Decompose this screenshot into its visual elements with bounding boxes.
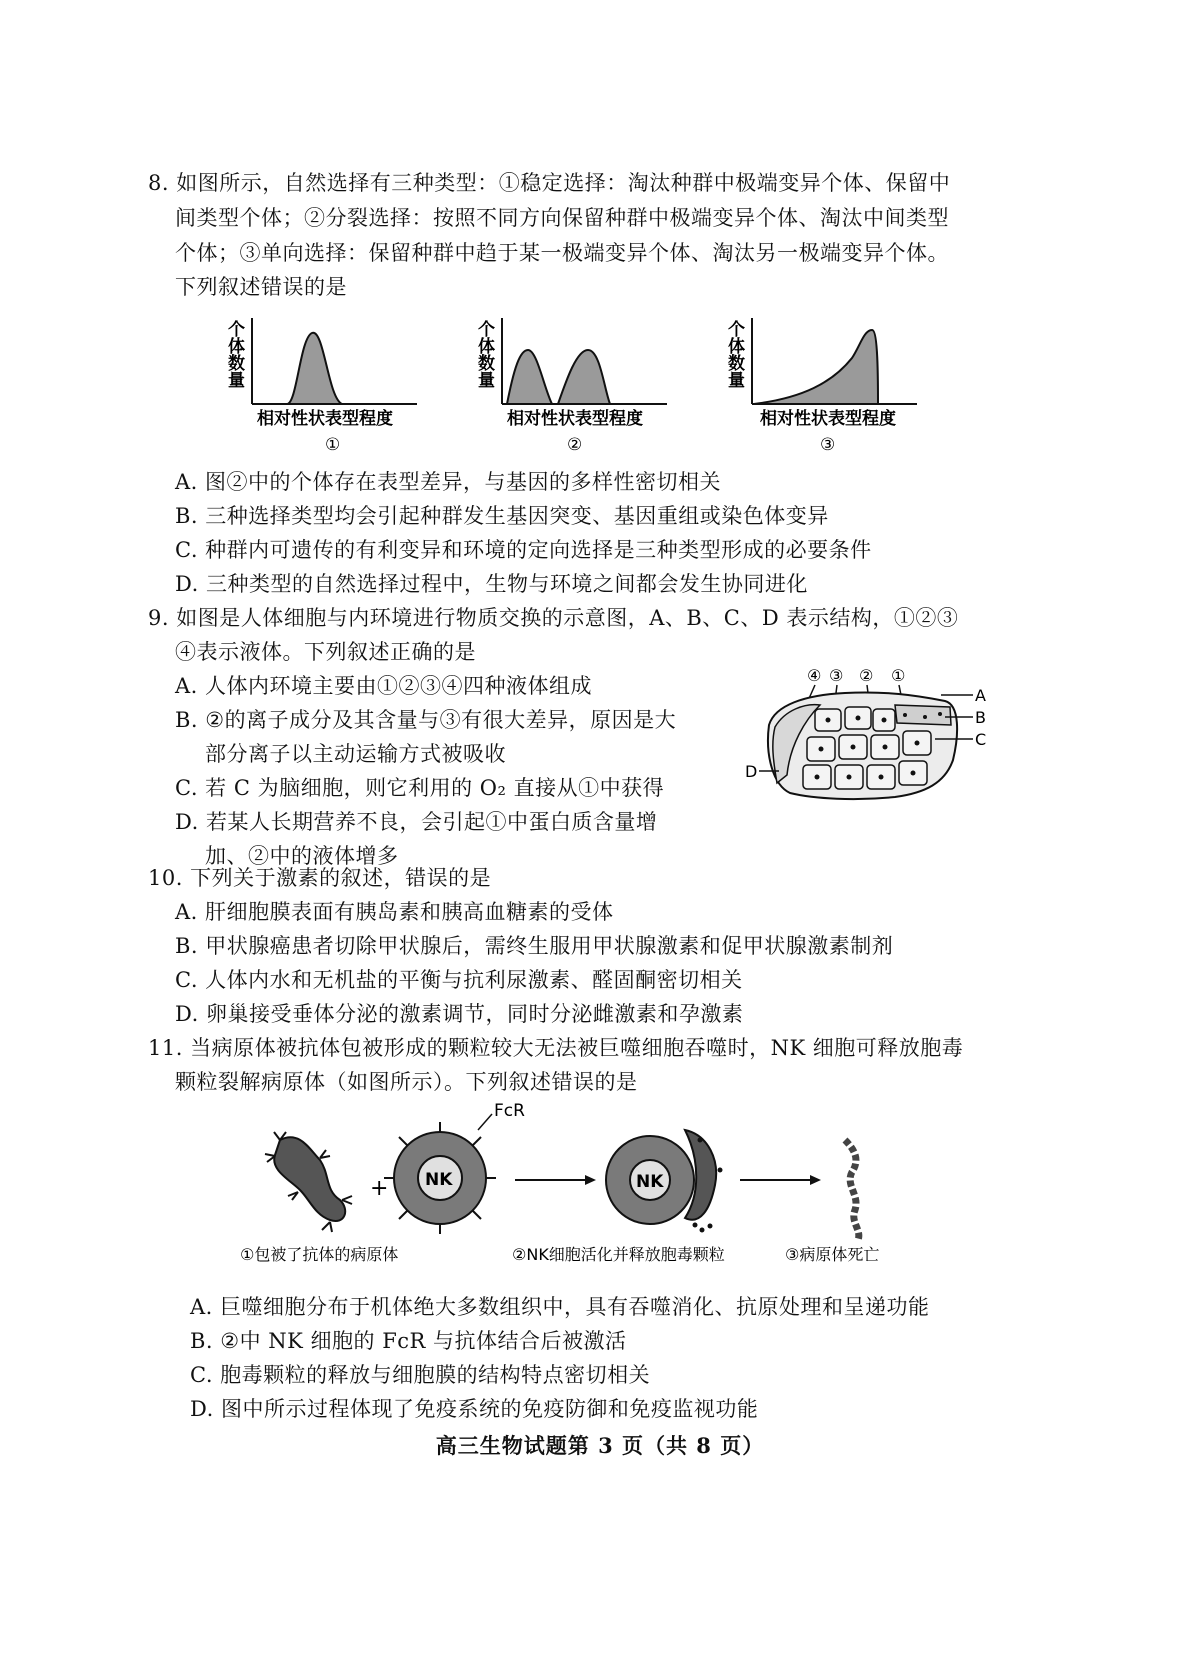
q11-caption-2: ②NK细胞活化并释放胞毒颗粒 xyxy=(512,1245,725,1264)
q8-chart-3-curve xyxy=(754,330,878,404)
q11-stem-line-2: 颗粒裂解病原体（如图所示）。下列叙述错误的是 xyxy=(175,1070,638,1094)
q8-chart-3-xlabel: 相对性状表型程度 xyxy=(760,409,896,429)
q9-option-b: B. ②的离子成分及其含量与③有很大差异，原因是大 xyxy=(175,708,677,732)
q11-plus: + xyxy=(370,1176,389,1201)
q9-label-D: D xyxy=(745,762,758,781)
q9-label-A: A xyxy=(975,686,986,705)
q10-option-c: C. 人体内水和无机盐的平衡与抗利尿激素、醛固酮密切相关 xyxy=(175,968,743,992)
q10-option-d: D. 卵巢接受垂体分泌的激素调节，同时分泌雌激素和孕激素 xyxy=(175,1002,744,1026)
q8-stem-line-1: 8. 如图所示，自然选择有三种类型：①稳定选择：淘汰种群中极端变异个体、保留中 xyxy=(148,171,951,195)
q10-option-b: B. 甲状腺癌患者切除甲状腺后，需终生服用甲状腺激素和促甲状腺激素制剂 xyxy=(175,934,894,958)
q8-chart-2-curve-left xyxy=(507,350,552,404)
q9-option-d: D. 若某人长期营养不良，会引起①中蛋白质含量增 xyxy=(175,810,658,834)
q8-chart-3-num: ③ xyxy=(820,435,836,455)
q11-option-b: B. ②中 NK 细胞的 FcR 与抗体结合后被激活 xyxy=(190,1329,627,1353)
q8-chart-1-ylabel: 个体数量 xyxy=(224,320,244,388)
q8-stem-line-3: 个体；③单向选择：保留种群中趋于某一极端变异个体、淘汰另一极端变异个体。 xyxy=(175,241,949,265)
q11-caption-3: ③病原体死亡 xyxy=(785,1245,880,1264)
q8-option-b: B. 三种选择类型均会引起种群发生基因突变、基因重组或染色体变异 xyxy=(175,504,829,528)
q8-chart-3-ylabel: 个体数量 xyxy=(724,320,744,388)
q9-label-C: C xyxy=(975,730,987,749)
q8-chart-2-curve-right xyxy=(558,350,610,404)
q11-option-c: C. 胞毒颗粒的释放与细胞膜的结构特点密切相关 xyxy=(190,1363,651,1387)
q8-option-c: C. 种群内可遗传的有利变异和环境的定向选择是三种类型形成的必要条件 xyxy=(175,538,872,562)
q11-dead-pathogen xyxy=(845,1140,859,1240)
q8-option-d: D. 三种类型的自然选择过程中，生物与环境之间都会发生协同进化 xyxy=(175,572,808,596)
q11-caption-1: ①包被了抗体的病原体 xyxy=(240,1245,399,1264)
q9-label-4: ④ xyxy=(807,666,822,685)
q11-nk-label: NK xyxy=(425,1170,453,1190)
q9-option-d-cont: 加、②中的液体增多 xyxy=(205,844,399,868)
q9-label-3: ③ xyxy=(829,666,844,685)
q8-chart-2-ylabel: 个体数量 xyxy=(474,320,494,388)
page-footer: 高三生物试题第 3 页（共 8 页） xyxy=(435,1433,765,1458)
q9-option-c: C. 若 C 为脑细胞，则它利用的 O₂ 直接从①中获得 xyxy=(175,776,665,800)
q9-label-B: B xyxy=(975,708,986,727)
q8-chart-1-curve xyxy=(287,333,342,404)
q9-option-a: A. 人体内环境主要由①②③④四种液体组成 xyxy=(175,674,593,698)
q8-chart-2 xyxy=(462,308,677,458)
q10-option-a: A. 肝细胞膜表面有胰岛素和胰高血糖素的受体 xyxy=(175,900,614,924)
q11-nk-figure xyxy=(230,1100,950,1280)
q9-tissue-figure xyxy=(745,665,1005,815)
q8-stem-line-4: 下列叙述错误的是 xyxy=(175,275,347,299)
q11-pathogen xyxy=(274,1137,345,1221)
q8-chart-2-xlabel: 相对性状表型程度 xyxy=(507,409,643,429)
q8-chart-1 xyxy=(212,308,427,458)
q11-stem-line-1: 11. 当病原体被抗体包被形成的颗粒较大无法被巨噬细胞吞噬时，NK 细胞可释放胞毒 xyxy=(148,1036,964,1060)
q8-stem-line-2: 间类型个体；②分裂选择：按照不同方向保留种群中极端变异个体、淘汰中间类型 xyxy=(175,206,949,230)
q9-label-2: ② xyxy=(859,666,874,685)
q11-option-a: A. 巨噬细胞分布于机体绝大多数组织中，具有吞噬消化、抗原处理和呈递功能 xyxy=(190,1295,930,1319)
q8-chart-3 xyxy=(712,308,927,458)
q8-chart-2-num: ② xyxy=(567,435,583,455)
q10-stem: 10. 下列关于激素的叙述，错误的是 xyxy=(148,866,492,890)
q11-fcr-label: FcR xyxy=(494,1101,525,1121)
q9-label-1: ① xyxy=(891,666,906,685)
q9-option-b-cont: 部分离子以主动运输方式被吸收 xyxy=(205,742,506,766)
q8-chart-1-xlabel: 相对性状表型程度 xyxy=(257,409,393,429)
q9-stem-line-2: ④表示液体。下列叙述正确的是 xyxy=(175,640,476,664)
q9-stem-line-1: 9. 如图是人体细胞与内环境进行物质交换的示意图，A、B、C、D 表示结构，①②③ xyxy=(148,606,959,630)
q8-chart-1-num: ① xyxy=(325,435,341,455)
q11-option-d: D. 图中所示过程体现了免疫系统的免疫防御和免疫监视功能 xyxy=(190,1397,759,1421)
q11-activated-nk-label: NK xyxy=(636,1172,664,1192)
q8-option-a: A. 图②中的个体存在表型差异，与基因的多样性密切相关 xyxy=(175,470,722,494)
